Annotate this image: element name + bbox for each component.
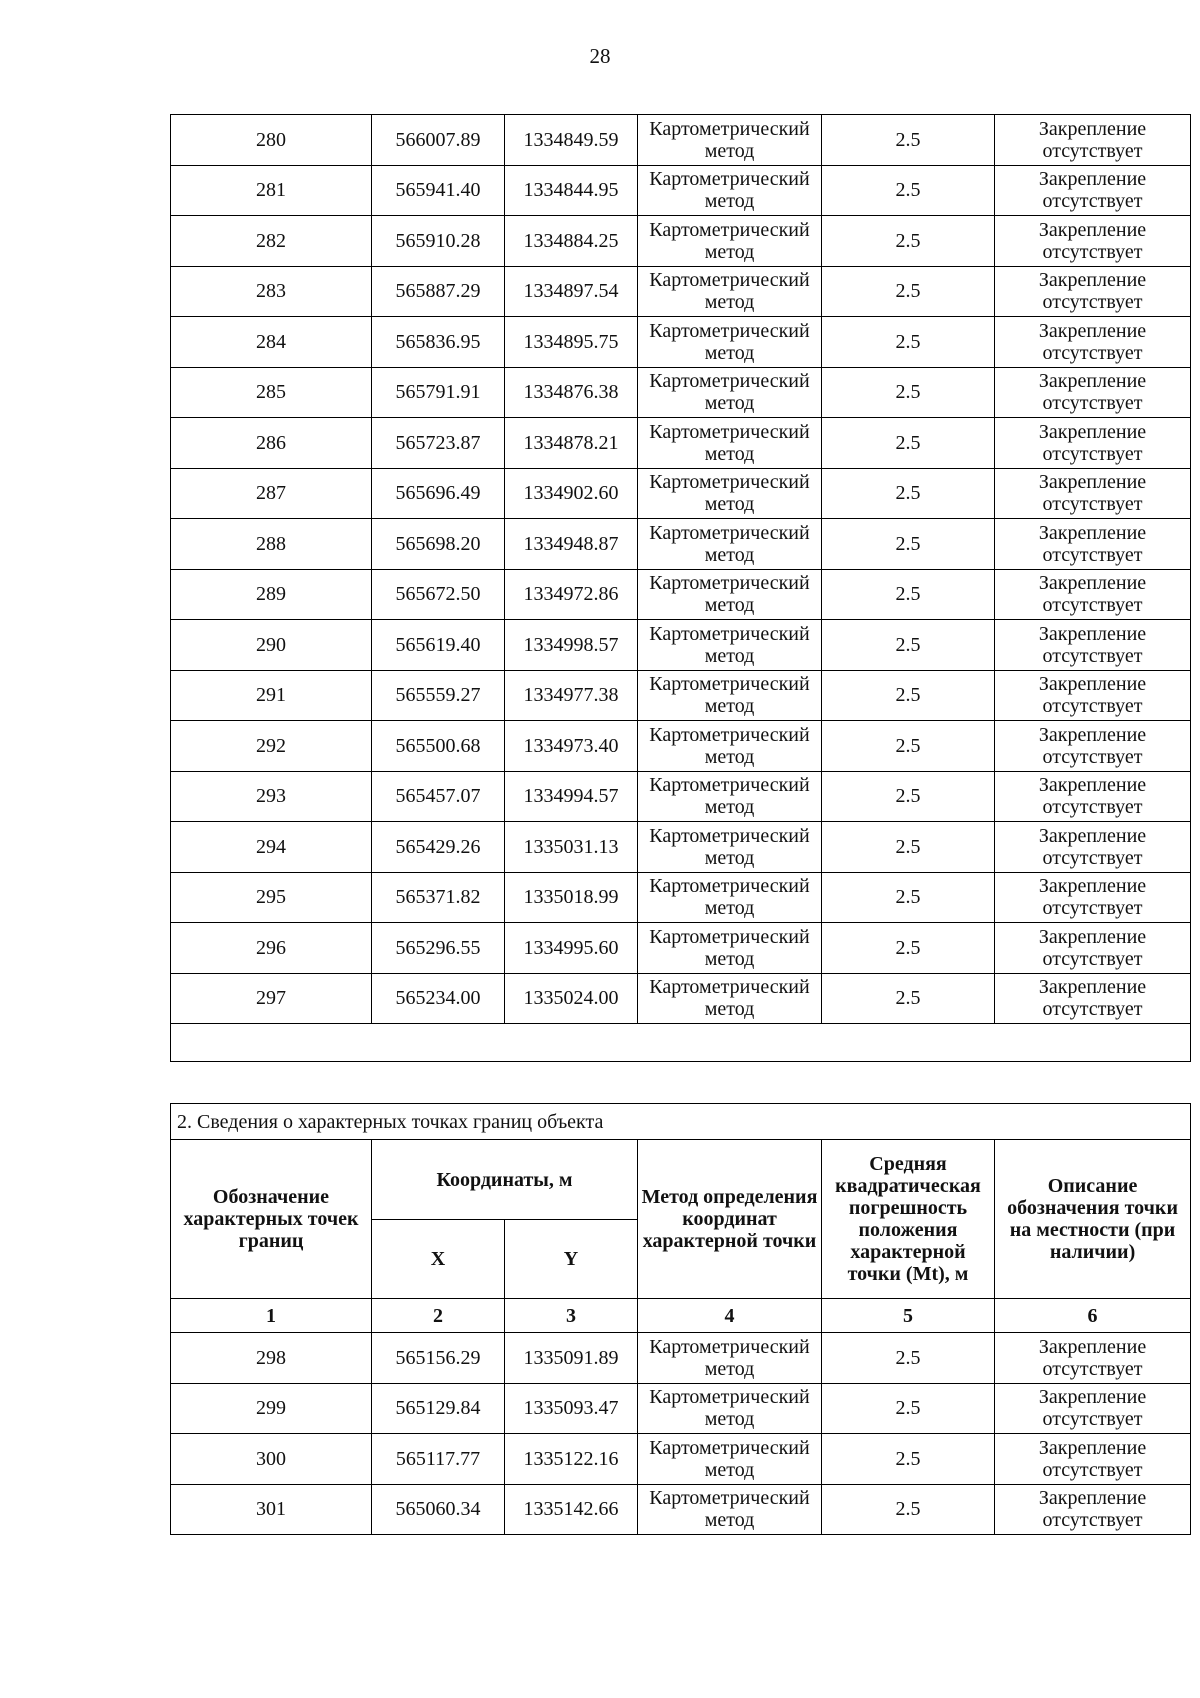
description-cell: Закрепление отсутствует bbox=[995, 115, 1191, 166]
point-id-cell: 299 bbox=[171, 1383, 372, 1434]
y-coordinate-cell: 1334973.40 bbox=[505, 721, 638, 772]
method-cell: Картометрический метод bbox=[638, 468, 822, 519]
description-cell: Закрепление отсутствует bbox=[995, 872, 1191, 923]
x-coordinate-cell: 565698.20 bbox=[372, 519, 505, 570]
x-coordinate-cell: 565836.95 bbox=[372, 317, 505, 368]
mt-cell: 2.5 bbox=[822, 115, 995, 166]
mt-cell: 2.5 bbox=[822, 721, 995, 772]
description-cell: Закрепление отсутствует bbox=[995, 1484, 1191, 1535]
table-row bbox=[171, 519, 1191, 570]
table-row bbox=[171, 317, 1191, 368]
point-id-cell: 292 bbox=[171, 721, 372, 772]
x-coordinate-cell: 565723.87 bbox=[372, 418, 505, 469]
x-coordinate-cell: 565559.27 bbox=[372, 670, 505, 721]
method-cell: Картометрический метод bbox=[638, 266, 822, 317]
mt-cell: 2.5 bbox=[822, 771, 995, 822]
header-description: Описание обозначения точки на местности (при наличии) bbox=[995, 1140, 1191, 1299]
table-row bbox=[171, 266, 1191, 317]
mt-cell: 2.5 bbox=[822, 872, 995, 923]
y-coordinate-cell: 1334977.38 bbox=[505, 670, 638, 721]
y-coordinate-cell: 1335018.99 bbox=[505, 872, 638, 923]
point-id-cell: 290 bbox=[171, 620, 372, 671]
page-number: 28 bbox=[589, 44, 611, 68]
description-cell: Закрепление отсутствует bbox=[995, 569, 1191, 620]
table-row bbox=[171, 165, 1191, 216]
method-cell: Картометрический метод bbox=[638, 165, 822, 216]
x-coordinate-cell: 565371.82 bbox=[372, 872, 505, 923]
method-cell: Картометрический метод bbox=[638, 771, 822, 822]
column-number-3: 3 bbox=[505, 1299, 638, 1333]
point-id-cell: 281 bbox=[171, 165, 372, 216]
points-table-continued-body bbox=[171, 115, 1191, 1062]
point-id-cell: 294 bbox=[171, 822, 372, 873]
mt-cell: 2.5 bbox=[822, 519, 995, 570]
description-cell: Закрепление отсутствует bbox=[995, 519, 1191, 570]
point-id-cell: 296 bbox=[171, 923, 372, 974]
table-row bbox=[171, 418, 1191, 469]
mt-cell: 2.5 bbox=[822, 620, 995, 671]
column-number-5: 5 bbox=[822, 1299, 995, 1333]
y-coordinate-cell: 1334876.38 bbox=[505, 367, 638, 418]
method-cell: Картометрический метод bbox=[638, 1383, 822, 1434]
point-id-cell: 289 bbox=[171, 569, 372, 620]
description-cell: Закрепление отсутствует bbox=[995, 266, 1191, 317]
description-cell: Закрепление отсутствует bbox=[995, 721, 1191, 772]
point-id-cell: 301 bbox=[171, 1484, 372, 1535]
point-id-cell: 297 bbox=[171, 973, 372, 1024]
description-cell: Закрепление отсутствует bbox=[995, 620, 1191, 671]
table-caption: 2. Сведения о характерных точках границ объекта bbox=[171, 1104, 1191, 1140]
y-coordinate-cell: 1334948.87 bbox=[505, 519, 638, 570]
y-coordinate-cell: 1334998.57 bbox=[505, 620, 638, 671]
mt-cell: 2.5 bbox=[822, 418, 995, 469]
method-cell: Картометрический метод bbox=[638, 973, 822, 1024]
method-cell: Картометрический метод bbox=[638, 519, 822, 570]
description-cell: Закрепление отсутствует bbox=[995, 923, 1191, 974]
point-id-cell: 282 bbox=[171, 216, 372, 267]
table-row bbox=[171, 872, 1191, 923]
description-cell: Закрепление отсутствует bbox=[995, 216, 1191, 267]
mt-cell: 2.5 bbox=[822, 266, 995, 317]
y-coordinate-cell: 1334994.57 bbox=[505, 771, 638, 822]
description-cell: Закрепление отсутствует bbox=[995, 973, 1191, 1024]
y-coordinate-cell: 1334878.21 bbox=[505, 418, 638, 469]
x-coordinate-cell: 565791.91 bbox=[372, 367, 505, 418]
empty-cell bbox=[171, 1024, 1191, 1062]
method-cell: Картометрический метод bbox=[638, 569, 822, 620]
x-coordinate-cell: 565696.49 bbox=[372, 468, 505, 519]
y-coordinate-cell: 1335091.89 bbox=[505, 1333, 638, 1384]
table-row bbox=[171, 367, 1191, 418]
table-row bbox=[171, 721, 1191, 772]
point-id-cell: 283 bbox=[171, 266, 372, 317]
mt-cell: 2.5 bbox=[822, 468, 995, 519]
method-cell: Картометрический метод bbox=[638, 872, 822, 923]
column-number-2: 2 bbox=[372, 1299, 505, 1333]
method-cell: Картометрический метод bbox=[638, 822, 822, 873]
mt-cell: 2.5 bbox=[822, 317, 995, 368]
point-id-cell: 300 bbox=[171, 1434, 372, 1485]
table-row bbox=[171, 822, 1191, 873]
x-coordinate-cell: 565910.28 bbox=[372, 216, 505, 267]
table-row bbox=[171, 670, 1191, 721]
x-coordinate-cell: 565156.29 bbox=[372, 1333, 505, 1384]
point-id-cell: 280 bbox=[171, 115, 372, 166]
header-designation: Обозначение характерных точек границ bbox=[171, 1140, 372, 1299]
points-table-continued bbox=[170, 114, 1191, 1062]
description-cell: Закрепление отсутствует bbox=[995, 771, 1191, 822]
description-cell: Закрепление отсутствует bbox=[995, 1434, 1191, 1485]
mt-cell: 2.5 bbox=[822, 1484, 995, 1535]
table-row bbox=[171, 973, 1191, 1024]
point-id-cell: 285 bbox=[171, 367, 372, 418]
x-coordinate-cell: 565117.77 bbox=[372, 1434, 505, 1485]
point-id-cell: 293 bbox=[171, 771, 372, 822]
x-coordinate-cell: 565457.07 bbox=[372, 771, 505, 822]
header-mt: Средняя квадратическая погрешность положения характерной точки (Mt), м bbox=[822, 1140, 995, 1299]
x-coordinate-cell: 565060.34 bbox=[372, 1484, 505, 1535]
point-id-cell: 287 bbox=[171, 468, 372, 519]
header-coordinates: Координаты, м bbox=[372, 1140, 638, 1220]
method-cell: Картометрический метод bbox=[638, 317, 822, 368]
method-cell: Картометрический метод bbox=[638, 620, 822, 671]
table-row bbox=[171, 1484, 1191, 1535]
method-cell: Картометрический метод bbox=[638, 923, 822, 974]
mt-cell: 2.5 bbox=[822, 1383, 995, 1434]
method-cell: Картометрический метод bbox=[638, 670, 822, 721]
y-coordinate-cell: 1334895.75 bbox=[505, 317, 638, 368]
boundary-points-table-head bbox=[171, 1104, 1191, 1333]
x-coordinate-cell: 565619.40 bbox=[372, 620, 505, 671]
description-cell: Закрепление отсутствует bbox=[995, 822, 1191, 873]
boundary-points-table bbox=[170, 1103, 1191, 1535]
x-coordinate-cell: 566007.89 bbox=[372, 115, 505, 166]
column-number-1: 1 bbox=[171, 1299, 372, 1333]
y-coordinate-cell: 1334972.86 bbox=[505, 569, 638, 620]
y-coordinate-cell: 1334884.25 bbox=[505, 216, 638, 267]
table-row bbox=[171, 569, 1191, 620]
y-coordinate-cell: 1335024.00 bbox=[505, 973, 638, 1024]
y-coordinate-cell: 1334995.60 bbox=[505, 923, 638, 974]
point-id-cell: 286 bbox=[171, 418, 372, 469]
point-id-cell: 295 bbox=[171, 872, 372, 923]
method-cell: Картометрический метод bbox=[638, 216, 822, 267]
x-coordinate-cell: 565234.00 bbox=[372, 973, 505, 1024]
column-number-6: 6 bbox=[995, 1299, 1191, 1333]
description-cell: Закрепление отсутствует bbox=[995, 367, 1191, 418]
x-coordinate-cell: 565129.84 bbox=[372, 1383, 505, 1434]
x-coordinate-cell: 565500.68 bbox=[372, 721, 505, 772]
mt-cell: 2.5 bbox=[822, 822, 995, 873]
boundary-points-table-body bbox=[171, 1333, 1191, 1535]
header-method: Метод определения координат характерной точки bbox=[638, 1140, 822, 1299]
mt-cell: 2.5 bbox=[822, 165, 995, 216]
point-id-cell: 298 bbox=[171, 1333, 372, 1384]
empty-table-row bbox=[171, 1024, 1191, 1062]
table-row bbox=[171, 115, 1191, 166]
table-row bbox=[171, 923, 1191, 974]
x-coordinate-cell: 565941.40 bbox=[372, 165, 505, 216]
mt-cell: 2.5 bbox=[822, 1333, 995, 1384]
header-x: X bbox=[372, 1220, 505, 1299]
column-number-4: 4 bbox=[638, 1299, 822, 1333]
point-id-cell: 291 bbox=[171, 670, 372, 721]
method-cell: Картометрический метод bbox=[638, 1484, 822, 1535]
x-coordinate-cell: 565296.55 bbox=[372, 923, 505, 974]
table-row bbox=[171, 1383, 1191, 1434]
description-cell: Закрепление отсутствует bbox=[995, 468, 1191, 519]
method-cell: Картометрический метод bbox=[638, 115, 822, 166]
description-cell: Закрепление отсутствует bbox=[995, 1333, 1191, 1384]
point-id-cell: 288 bbox=[171, 519, 372, 570]
table-row bbox=[171, 1333, 1191, 1384]
method-cell: Картометрический метод bbox=[638, 367, 822, 418]
table-row bbox=[171, 468, 1191, 519]
x-coordinate-cell: 565887.29 bbox=[372, 266, 505, 317]
description-cell: Закрепление отсутствует bbox=[995, 670, 1191, 721]
table-row bbox=[171, 216, 1191, 267]
method-cell: Картометрический метод bbox=[638, 721, 822, 772]
x-coordinate-cell: 565429.26 bbox=[372, 822, 505, 873]
y-coordinate-cell: 1335093.47 bbox=[505, 1383, 638, 1434]
method-cell: Картометрический метод bbox=[638, 1434, 822, 1485]
x-coordinate-cell: 565672.50 bbox=[372, 569, 505, 620]
point-id-cell: 284 bbox=[171, 317, 372, 368]
description-cell: Закрепление отсутствует bbox=[995, 1383, 1191, 1434]
method-cell: Картометрический метод bbox=[638, 418, 822, 469]
mt-cell: 2.5 bbox=[822, 670, 995, 721]
mt-cell: 2.5 bbox=[822, 367, 995, 418]
mt-cell: 2.5 bbox=[822, 216, 995, 267]
y-coordinate-cell: 1335122.16 bbox=[505, 1434, 638, 1485]
mt-cell: 2.5 bbox=[822, 973, 995, 1024]
y-coordinate-cell: 1334897.54 bbox=[505, 266, 638, 317]
header-y: Y bbox=[505, 1220, 638, 1299]
mt-cell: 2.5 bbox=[822, 569, 995, 620]
y-coordinate-cell: 1335031.13 bbox=[505, 822, 638, 873]
table-row bbox=[171, 620, 1191, 671]
y-coordinate-cell: 1334844.95 bbox=[505, 165, 638, 216]
y-coordinate-cell: 1335142.66 bbox=[505, 1484, 638, 1535]
description-cell: Закрепление отсутствует bbox=[995, 165, 1191, 216]
table-row bbox=[171, 771, 1191, 822]
method-cell: Картометрический метод bbox=[638, 1333, 822, 1384]
mt-cell: 2.5 bbox=[822, 923, 995, 974]
y-coordinate-cell: 1334902.60 bbox=[505, 468, 638, 519]
table-row bbox=[171, 1434, 1191, 1485]
y-coordinate-cell: 1334849.59 bbox=[505, 115, 638, 166]
description-cell: Закрепление отсутствует bbox=[995, 418, 1191, 469]
mt-cell: 2.5 bbox=[822, 1434, 995, 1485]
description-cell: Закрепление отсутствует bbox=[995, 317, 1191, 368]
